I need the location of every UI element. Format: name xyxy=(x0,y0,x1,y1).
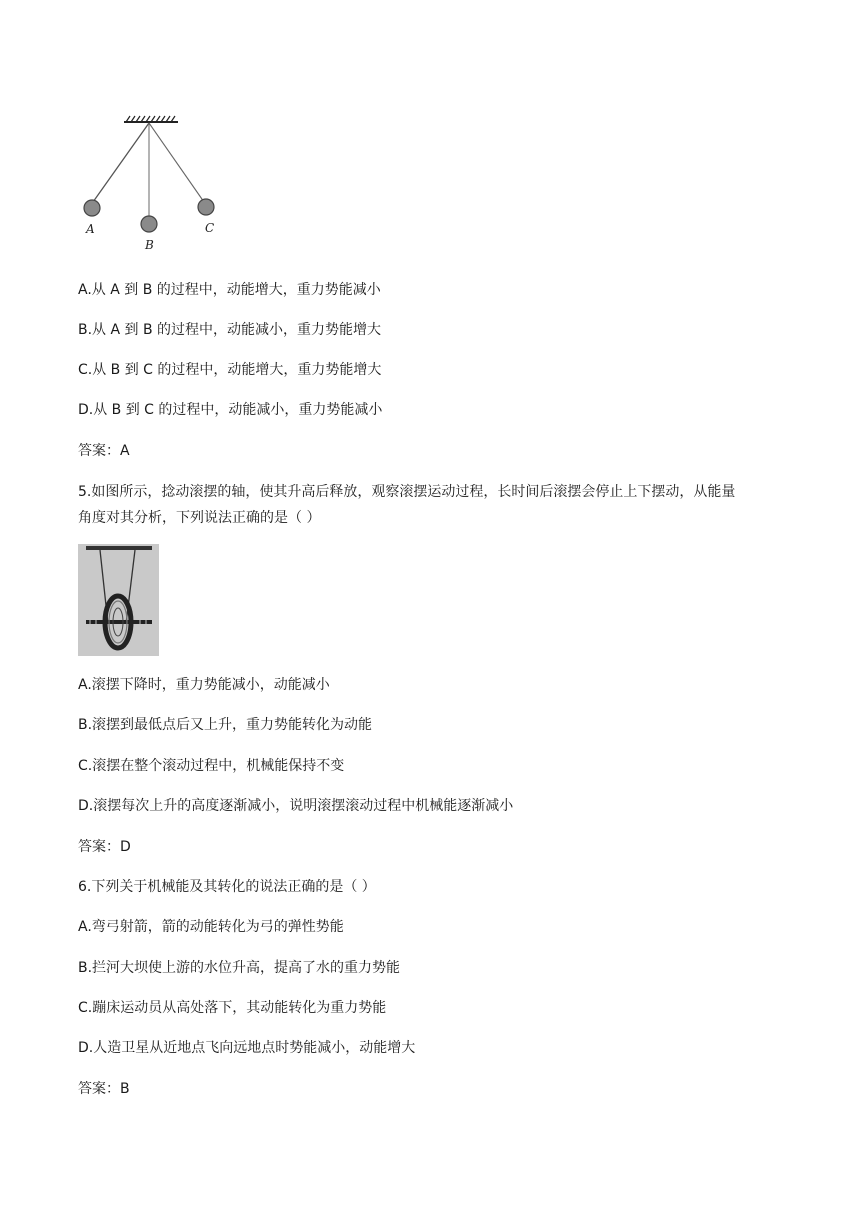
q6-answer: 答案：B xyxy=(78,1081,130,1097)
maxwell-wheel-figure xyxy=(78,544,159,656)
q4-answer: 答案：A xyxy=(78,443,130,459)
q5-option-a: A.滚摆下降时，重力势能减小，动能减小 xyxy=(78,677,330,693)
q6-option-c: C.蹦床运动员从高处落下，其动能转化为重力势能 xyxy=(78,1000,387,1016)
q4-option-d: D.从 B 到 C 的过程中，动能减小，重力势能减小 xyxy=(78,402,383,418)
q6-option-d: D.人造卫星从近地点飞向远地点时势能减小，动能增大 xyxy=(78,1040,416,1056)
ball-b xyxy=(141,216,157,232)
q6-stem: 6.下列关于机械能及其转化的说法正确的是（ ） xyxy=(78,879,376,895)
ball-a xyxy=(84,200,100,216)
q5-answer: 答案：D xyxy=(78,839,131,855)
pendulum-figure xyxy=(76,110,215,260)
q4-option-c: C.从 B 到 C 的过程中，动能增大，重力势能增大 xyxy=(78,362,382,378)
label-b: B xyxy=(145,238,154,252)
q4-option-b: B.从 A 到 B 的过程中，动能减小，重力势能增大 xyxy=(78,322,382,338)
label-c: C xyxy=(205,221,215,235)
q5-option-d: D.滚摆每次上升的高度逐渐减小，说明滚摆滚动过程中机械能逐渐减小 xyxy=(78,798,514,814)
q5-option-b: B.滚摆到最低点后又上升，重力势能转化为动能 xyxy=(78,717,373,733)
q6-option-b: B.拦河大坝使上游的水位升高，提高了水的重力势能 xyxy=(78,960,401,976)
q5-option-c: C.滚摆在整个滚动过程中，机械能保持不变 xyxy=(78,758,345,774)
q5-stem-line1: 5.如图所示，捻动滚摆的轴，使其升高后释放，观察滚摆运动过程，长时间后滚摆会停止上下摆动，从能量 xyxy=(78,484,736,500)
q6-option-a: A.弯弓射箭，箭的动能转化为弓的弹性势能 xyxy=(78,919,344,935)
label-a: A xyxy=(86,222,95,236)
ball-c xyxy=(198,199,214,215)
q5-stem-line2: 角度对其分析，下列说法正确的是（ ） xyxy=(78,510,321,526)
q4-option-a: A.从 A 到 B 的过程中，动能增大，重力势能减小 xyxy=(78,282,381,298)
